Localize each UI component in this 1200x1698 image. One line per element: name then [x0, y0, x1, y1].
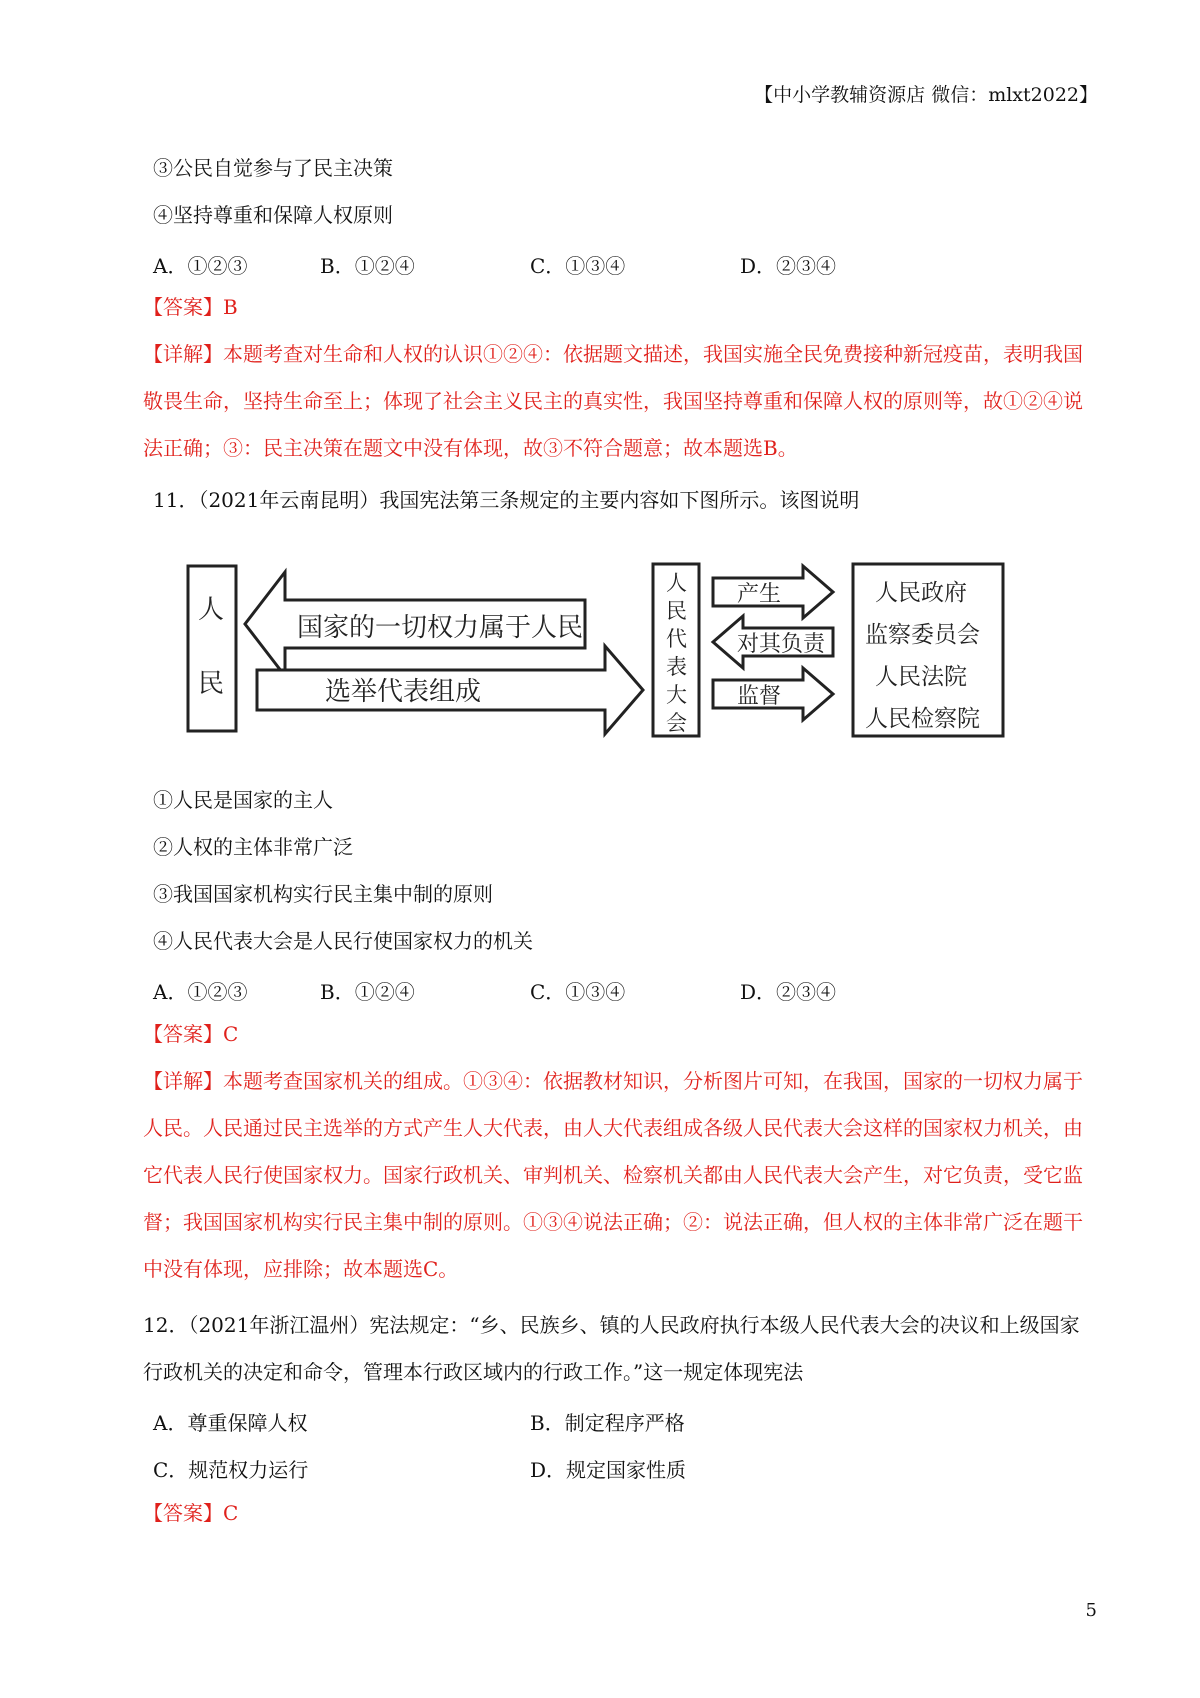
people-label-top: 人 [198, 595, 225, 625]
q11-option-c: C．①③④ [530, 980, 626, 1004]
page-header: 【中小学教辅资源店 微信：mlxt2022】 [754, 84, 1098, 106]
q11-item-4: ④人民代表大会是人民行使国家权力的机关 [153, 929, 533, 953]
q12-answer: 【答案】C [143, 1501, 239, 1525]
organ-4: 人民检察院 [865, 706, 980, 732]
produce-label: 产生 [737, 582, 782, 607]
q12-stem: 12．（2021年浙江温州）宪法规定：“乡、民族乡、镇的人民政府执行本级人民代表大会的决议和上级国家行政机关的决定和命令，管理本行政区域内的行政工作。”这一规定体现宪法 [143, 1313, 1080, 1384]
arrow-right-label: 选举代表组成 [325, 677, 482, 707]
congress-char: 表 [666, 655, 687, 679]
people-box [188, 566, 236, 731]
q11-option-a: A．①②③ [153, 980, 248, 1004]
congress-char: 民 [666, 599, 687, 623]
congress-char: 会 [666, 711, 687, 735]
congress-char: 代 [666, 627, 687, 651]
q11-option-b: B．①②④ [320, 980, 415, 1004]
q11-option-d: D．②③④ [740, 980, 837, 1004]
q11-answer: 【答案】C [143, 1022, 239, 1046]
q10-option-a: A．①②③ [153, 254, 248, 278]
q10-option-d: D．②③④ [740, 254, 837, 278]
q10-item-4: ④坚持尊重和保障人权原则 [153, 203, 393, 227]
responsible-label: 对其负责 [737, 632, 826, 657]
q12-option-a: A．尊重保障人权 [153, 1411, 308, 1435]
q12-option-b: B．制定程序严格 [530, 1411, 685, 1435]
constitution-diagram [185, 560, 1010, 750]
q10-item-3: ③公民自觉参与了民主决策 [153, 156, 393, 180]
q11-explanation: 【详解】本题考查国家机关的组成。①③④：依据教材知识，分析图片可知，在我国，国家的一切权力属于人民。人民通过民主选举的方式产生人大代表，由人大代表组成各级人民代表大会这样的国家权力机关，由它代表人民行使国家权力。国家行政机关、审判机关、检察机关都由人民代表大会产生，对它负责，受它监督；我国国家机构实行民主集中制的原则。①③④说法正确；②：说法正确，但人权的主体非常广泛在题干中没有体现，应排除；故本题选C。 [143, 1069, 1083, 1281]
q10-answer: 【答案】B [143, 295, 238, 319]
q11-item-3: ③我国国家机构实行民主集中制的原则 [153, 882, 493, 906]
q11-item-1: ①人民是国家的主人 [153, 788, 333, 812]
organ-1: 人民政府 [875, 580, 967, 606]
people-label-bottom: 民 [198, 669, 225, 699]
q10-option-c: C．①③④ [530, 254, 626, 278]
q12-option-c: C．规范权力运行 [153, 1458, 309, 1482]
congress-char: 大 [666, 683, 687, 707]
arrow-right-shape [257, 652, 607, 670]
q11-item-2: ②人权的主体非常广泛 [153, 835, 353, 859]
supervise-label: 监督 [737, 684, 782, 709]
arrow-left-label: 国家的一切权力属于人民 [297, 613, 584, 643]
organ-3: 人民法院 [875, 664, 967, 690]
q10-option-b: B．①②④ [320, 254, 415, 278]
q10-explanation: 【详解】本题考查对生命和人权的认识①②④：依据题文描述，我国实施全民免费接种新冠疫苗，表明我国敬畏生命，坚持生命至上；体现了社会主义民主的真实性，我国坚持尊重和保障人权的原则等，故①②④说法正确；③：民主决策在题文中没有体现，故③不符合题意；故本题选B。 [143, 342, 1083, 460]
q12-option-d: D．规定国家性质 [530, 1458, 687, 1482]
page-number: 5 [1085, 1600, 1097, 1621]
q11-stem: 11．（2021年云南昆明）我国宪法第三条规定的主要内容如下图所示。该图说明 [153, 488, 860, 512]
congress-char: 人 [666, 571, 687, 595]
organ-2: 监察委员会 [865, 622, 980, 648]
